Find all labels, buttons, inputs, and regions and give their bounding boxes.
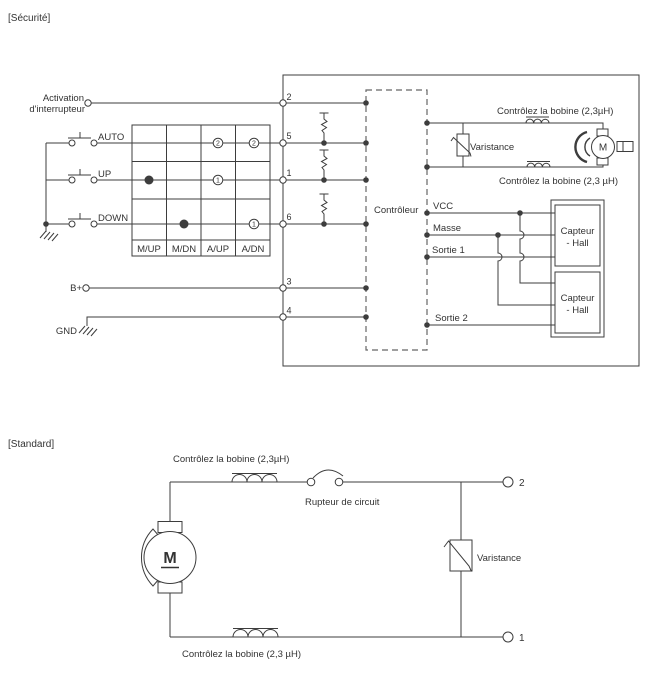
terminal-2-label: 2	[519, 478, 525, 489]
switch-auto-label: AUTO	[98, 132, 125, 143]
coil-bottom-label: Contrôlez la bobine (2,3 µH)	[182, 649, 302, 660]
hall-sensor-assembly	[551, 200, 604, 337]
standard-section	[8, 439, 525, 660]
bplus-terminal-circle	[83, 285, 89, 291]
motor-icon	[141, 522, 196, 594]
pin-number-2: 2	[286, 92, 292, 102]
varistance-label: Varistance	[470, 142, 515, 153]
table-mark-dot	[180, 220, 189, 229]
table-header-aup: A/UP	[206, 244, 230, 255]
svg-text:Capteur: Capteur	[560, 226, 595, 237]
pin-circle-2	[280, 100, 286, 106]
securite-section-title: [Sécurité]	[8, 13, 51, 24]
inductor-icon	[527, 162, 550, 168]
ground-icon	[40, 231, 58, 241]
standard-section-title: [Standard]	[8, 439, 55, 450]
connector-pins	[280, 92, 292, 320]
terminal-1	[503, 632, 525, 644]
inductor-icon	[526, 117, 549, 123]
pin-number-3: 3	[286, 276, 292, 287]
controller-label: Contrôleur	[374, 205, 419, 216]
coil-top-label: Contrôlez la bobine (2,3µH)	[497, 106, 614, 117]
table-mark-circled	[213, 138, 223, 148]
varistor-icon	[444, 540, 472, 572]
terminal-2	[503, 477, 525, 489]
table-mark-circled	[249, 219, 259, 229]
gnd-label: GND	[55, 326, 77, 337]
masse-branch-wire	[498, 235, 555, 305]
switch-auto	[46, 132, 366, 146]
switch-up-label: UP	[98, 169, 112, 180]
circuit-breaker-icon	[307, 470, 343, 486]
svg-text:1: 1	[252, 221, 256, 229]
motor-icon	[575, 129, 633, 165]
pin-circle-4	[280, 314, 286, 320]
switch-icon	[68, 213, 91, 219]
hall-sensor-wiring	[424, 201, 555, 328]
table-mark-dot	[145, 176, 154, 185]
table-header-mdn: M/DN	[171, 244, 197, 255]
svg-text:1: 1	[216, 177, 220, 185]
table-header-adn: A/DN	[241, 244, 265, 255]
bplus-circuit	[70, 283, 366, 294]
hall-sensor-1	[555, 205, 600, 266]
activation-circuit	[29, 93, 366, 115]
terminal-1-label: 1	[519, 633, 525, 644]
activation-terminal-circle	[85, 100, 91, 106]
table-mark-circled	[213, 175, 223, 185]
switch-icon	[68, 169, 91, 175]
table-mark-circled	[249, 138, 259, 148]
pin-circle-5	[280, 140, 286, 146]
motor-drive-circuit	[424, 106, 633, 187]
switch-down-label: DOWN	[98, 213, 129, 224]
svg-text:- Hall: - Hall	[566, 305, 589, 316]
varistance-label: Varistance	[477, 553, 522, 564]
svg-text:2: 2	[252, 140, 256, 148]
svg-text:Capteur: Capteur	[560, 293, 595, 304]
pin-number-5: 5	[286, 131, 292, 141]
breaker-label: Rupteur de circuit	[305, 497, 380, 508]
switch-up	[46, 169, 366, 183]
switch-down	[43, 213, 366, 227]
hall-sensor-2	[555, 272, 600, 333]
pin-circle-1	[280, 177, 286, 183]
pin-number-6: 6	[286, 212, 292, 222]
vcc-branch-wire	[520, 213, 555, 283]
controller-dashed-box	[366, 90, 427, 350]
motor-connector-icon	[617, 142, 633, 152]
pin-number-1: 1	[286, 168, 292, 178]
svg-text:- Hall: - Hall	[566, 238, 589, 249]
table-header-mup: M/UP	[137, 244, 161, 255]
sortie1-label: Sortie 1	[432, 245, 465, 256]
ground-icon	[79, 326, 97, 336]
switch-logic-table	[132, 125, 270, 256]
pin-circle-3	[280, 285, 286, 291]
pin-circle-6	[280, 221, 286, 227]
activation-label-line1: Activation	[42, 93, 84, 104]
inductor-icon	[232, 474, 277, 483]
vcc-label: VCC	[433, 201, 454, 212]
securite-section	[8, 13, 639, 366]
bplus-label: B+	[70, 283, 82, 294]
switch-ground-bus	[40, 143, 58, 241]
switch-icon	[68, 132, 91, 138]
pin-number-4: 4	[286, 305, 292, 316]
gnd-circuit	[56, 317, 366, 337]
inductor-icon	[233, 629, 278, 638]
motor-letter: M	[163, 550, 177, 567]
masse-label: Masse	[433, 223, 461, 234]
svg-text:2: 2	[216, 140, 220, 148]
varistor-icon	[451, 123, 471, 167]
coil-bottom-label: Contrôlez la bobine (2,3 µH)	[499, 176, 619, 187]
coil-top-label: Contrôlez la bobine (2,3µH)	[173, 454, 290, 465]
pullup-resistor-icon	[320, 150, 329, 180]
pullup-resistor-icon	[320, 194, 329, 224]
pullup-resistor-icon	[320, 113, 329, 143]
sortie2-label: Sortie 2	[435, 313, 468, 324]
activation-label-line2: d'interrupteur	[29, 104, 85, 115]
motor-letter: M	[598, 142, 608, 154]
